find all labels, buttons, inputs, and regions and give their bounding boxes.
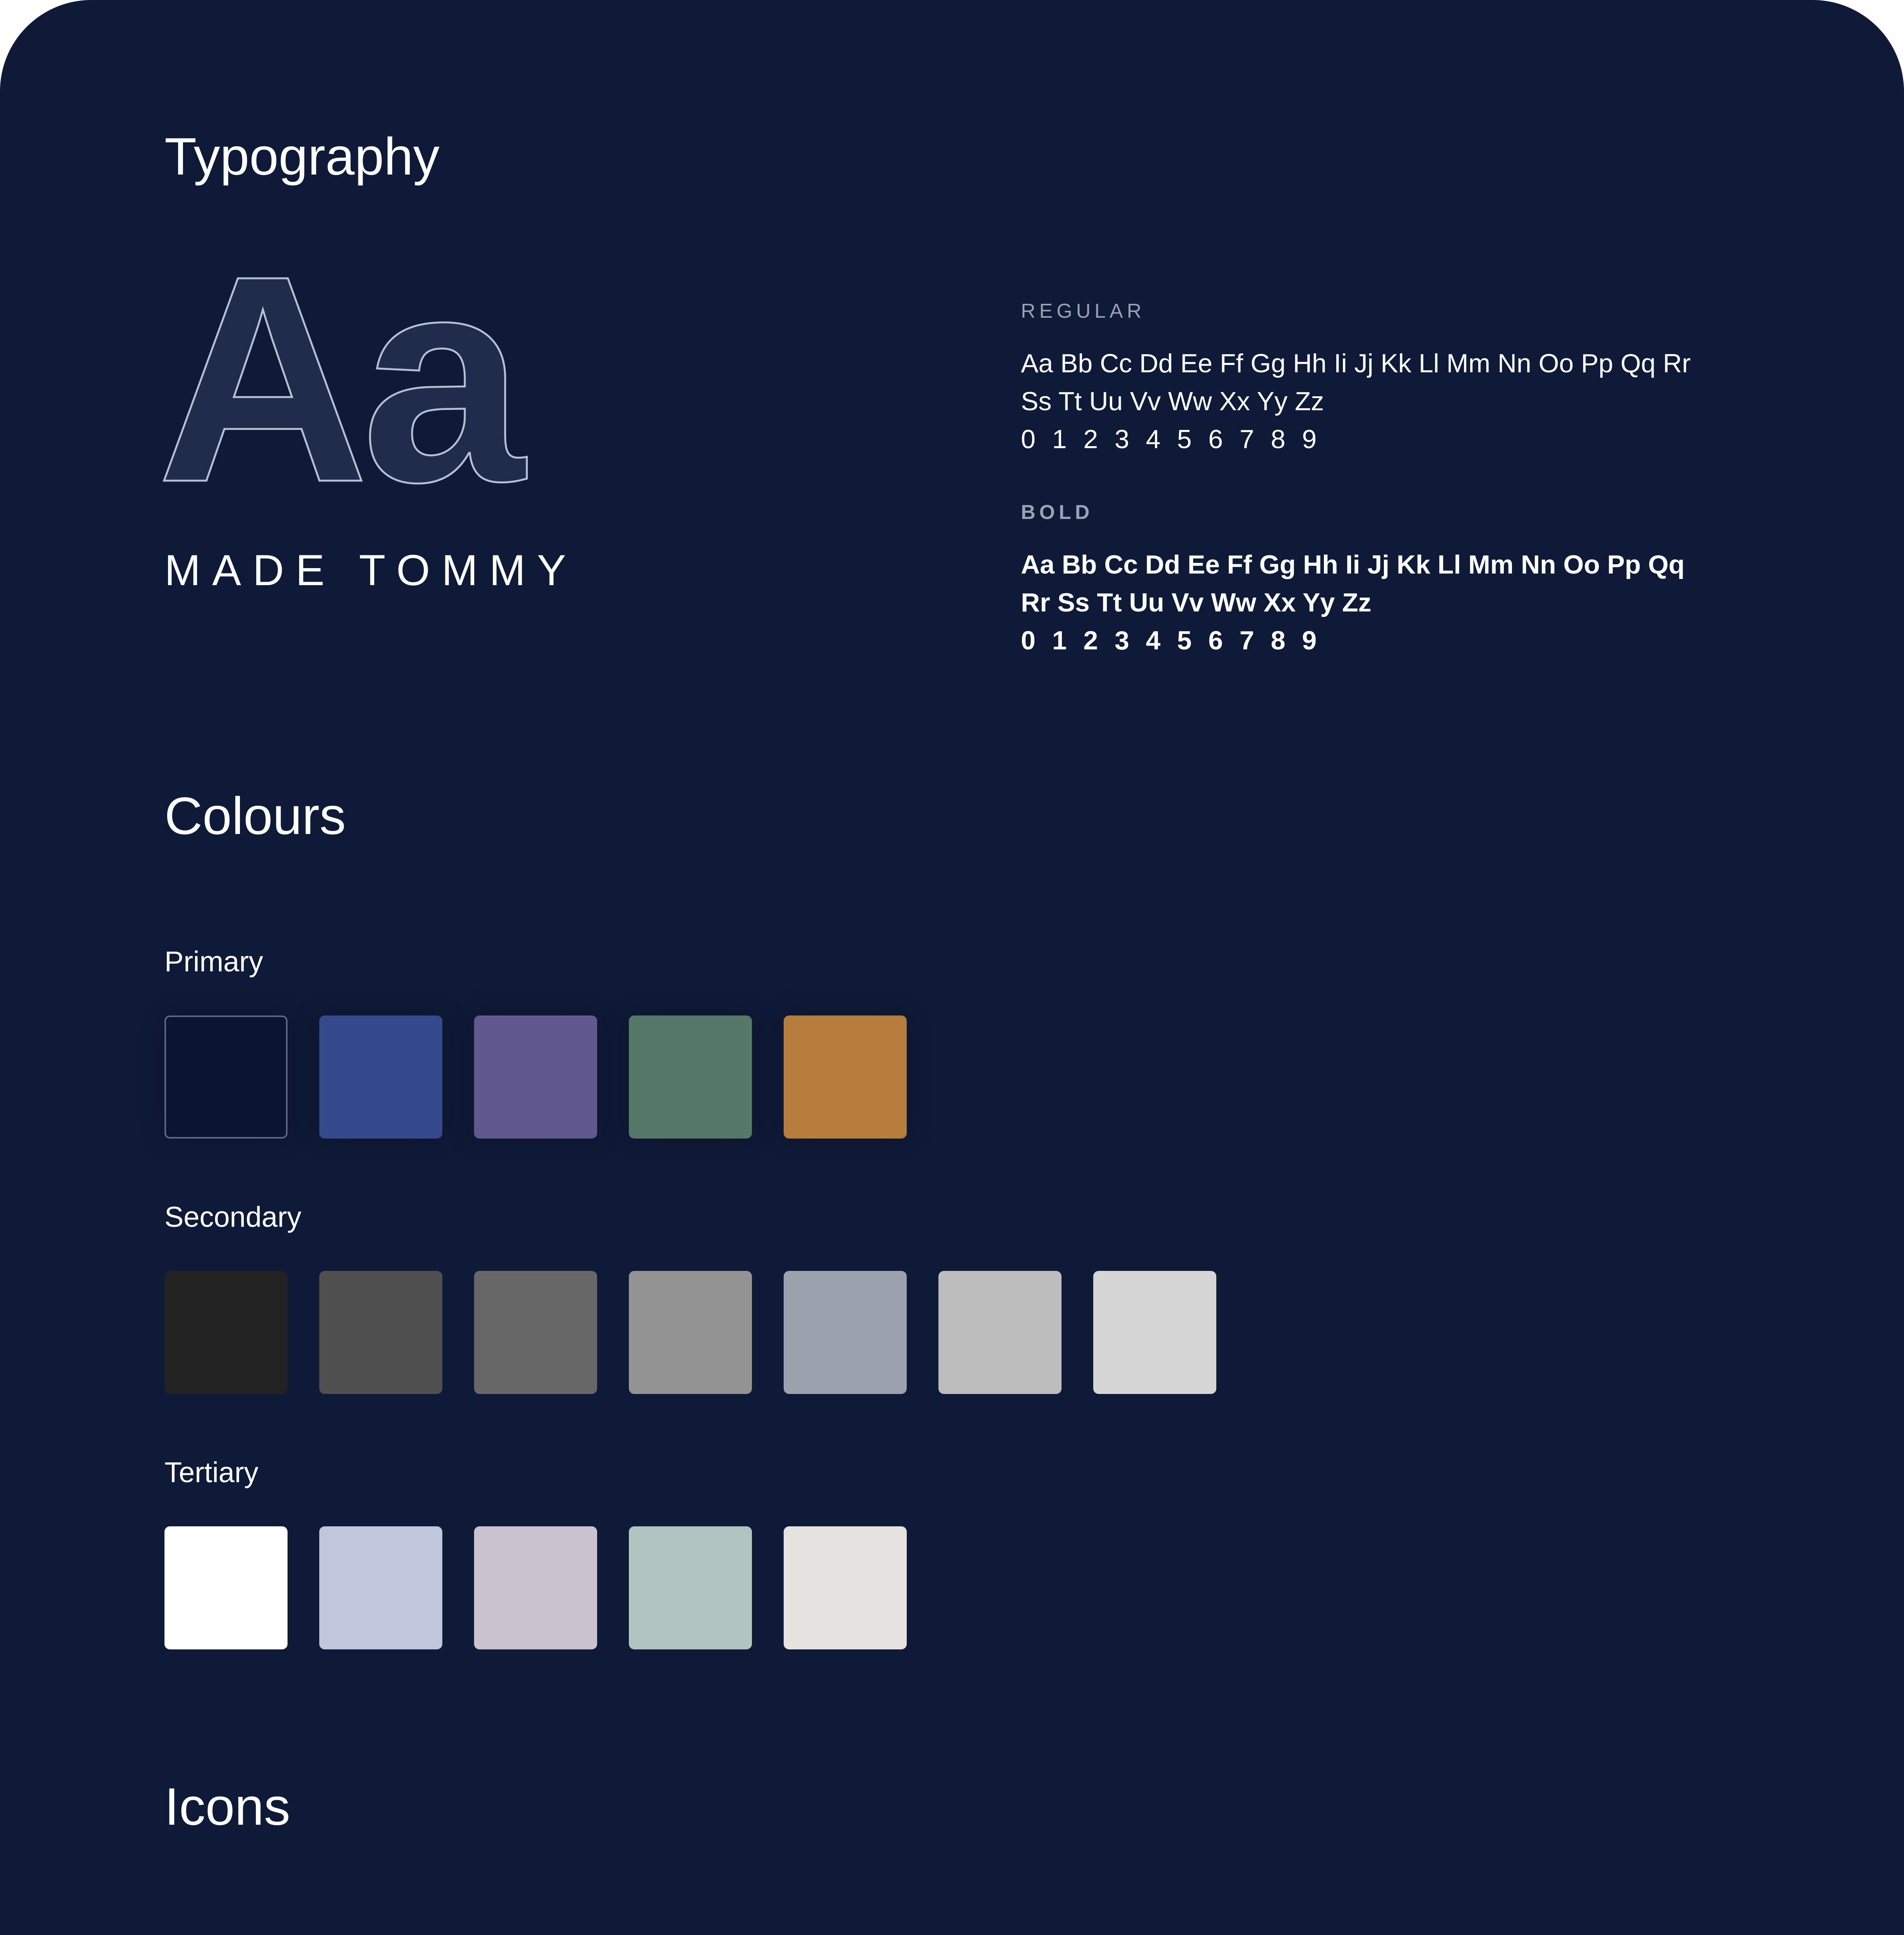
typography-title: Typography <box>164 127 440 186</box>
secondary-colours-label: Secondary <box>164 1201 301 1233</box>
bitcoin-cloud-icon <box>1548 1933 1590 1935</box>
bitcoin-shield-icon <box>1647 1933 1689 1935</box>
star-icon <box>953 1933 996 1935</box>
chevron-left-icon <box>755 1933 798 1935</box>
primary-colours-label: Primary <box>164 945 263 978</box>
linkedin-icon <box>854 1933 897 1935</box>
icons-title: Icons <box>164 1777 291 1836</box>
lock-icon <box>1250 1933 1293 1935</box>
secondary-colour-swatch <box>1093 1271 1216 1394</box>
tertiary-colour-swatch <box>474 1526 597 1649</box>
regular-digits-line: 0 1 2 3 4 5 6 7 8 9 <box>1021 425 1322 454</box>
pen-sign-icon <box>1052 1933 1095 1935</box>
secondary-colour-swatch <box>474 1271 597 1394</box>
font-specimen-glyph: Aa <box>157 215 517 543</box>
primary-colour-swatch <box>629 1015 752 1139</box>
font-name: MADE TOMMY <box>164 546 578 594</box>
secondary-colour-swatch <box>319 1271 442 1394</box>
regular-alphabet-line: Aa Bb Cc Dd Ee Ff Gg Hh Ii Jj Kk Ll Mm Nn Oo Pp Qq Rr <box>1021 349 1691 378</box>
browser-chart-icon <box>1349 1933 1392 1935</box>
secondary-colour-swatch <box>784 1271 907 1394</box>
primary-colour-swatch <box>164 1015 288 1139</box>
tertiary-colour-swatch <box>629 1526 752 1649</box>
primary-colour-swatch <box>784 1015 907 1139</box>
colours-title: Colours <box>164 786 346 845</box>
regular-weight-label: REGULAR <box>1021 300 1145 322</box>
close-icon <box>1151 1933 1194 1935</box>
bold-alphabet-line: Aa Bb Cc Dd Ee Ff Gg Hh Ii Jj Kk Ll Mm Nn Oo Pp Qq <box>1021 550 1685 579</box>
primary-colour-swatch <box>319 1015 442 1139</box>
secondary-colour-swatch <box>938 1271 1062 1394</box>
tertiary-colour-swatch <box>164 1526 288 1649</box>
tertiary-colours-label: Tertiary <box>164 1456 259 1488</box>
tertiary-colour-swatch <box>784 1526 907 1649</box>
arrow-right-icon <box>458 1933 500 1935</box>
primary-colour-swatch <box>474 1015 597 1139</box>
tertiary-colour-swatch <box>319 1526 442 1649</box>
bitcoin-node-icon <box>1449 1933 1491 1935</box>
arrow-left-icon <box>557 1933 599 1935</box>
minus-icon <box>359 1933 401 1935</box>
plus-icon <box>260 1933 302 1935</box>
regular-alphabet-line: Ss Tt Uu Vv Ww Xx Yy Zz <box>1021 387 1324 416</box>
bold-digits-line: 0 1 2 3 4 5 6 7 8 9 <box>1021 626 1322 655</box>
bold-weight-label: BOLD <box>1021 501 1094 524</box>
bold-alphabet-line: Rr Ss Tt Uu Vv Ww Xx Yy Zz <box>1021 588 1371 617</box>
chevron-right-icon <box>656 1933 699 1935</box>
secondary-colour-swatch <box>164 1271 288 1394</box>
secondary-colour-swatch <box>629 1271 752 1394</box>
menu-icon <box>161 1933 203 1935</box>
